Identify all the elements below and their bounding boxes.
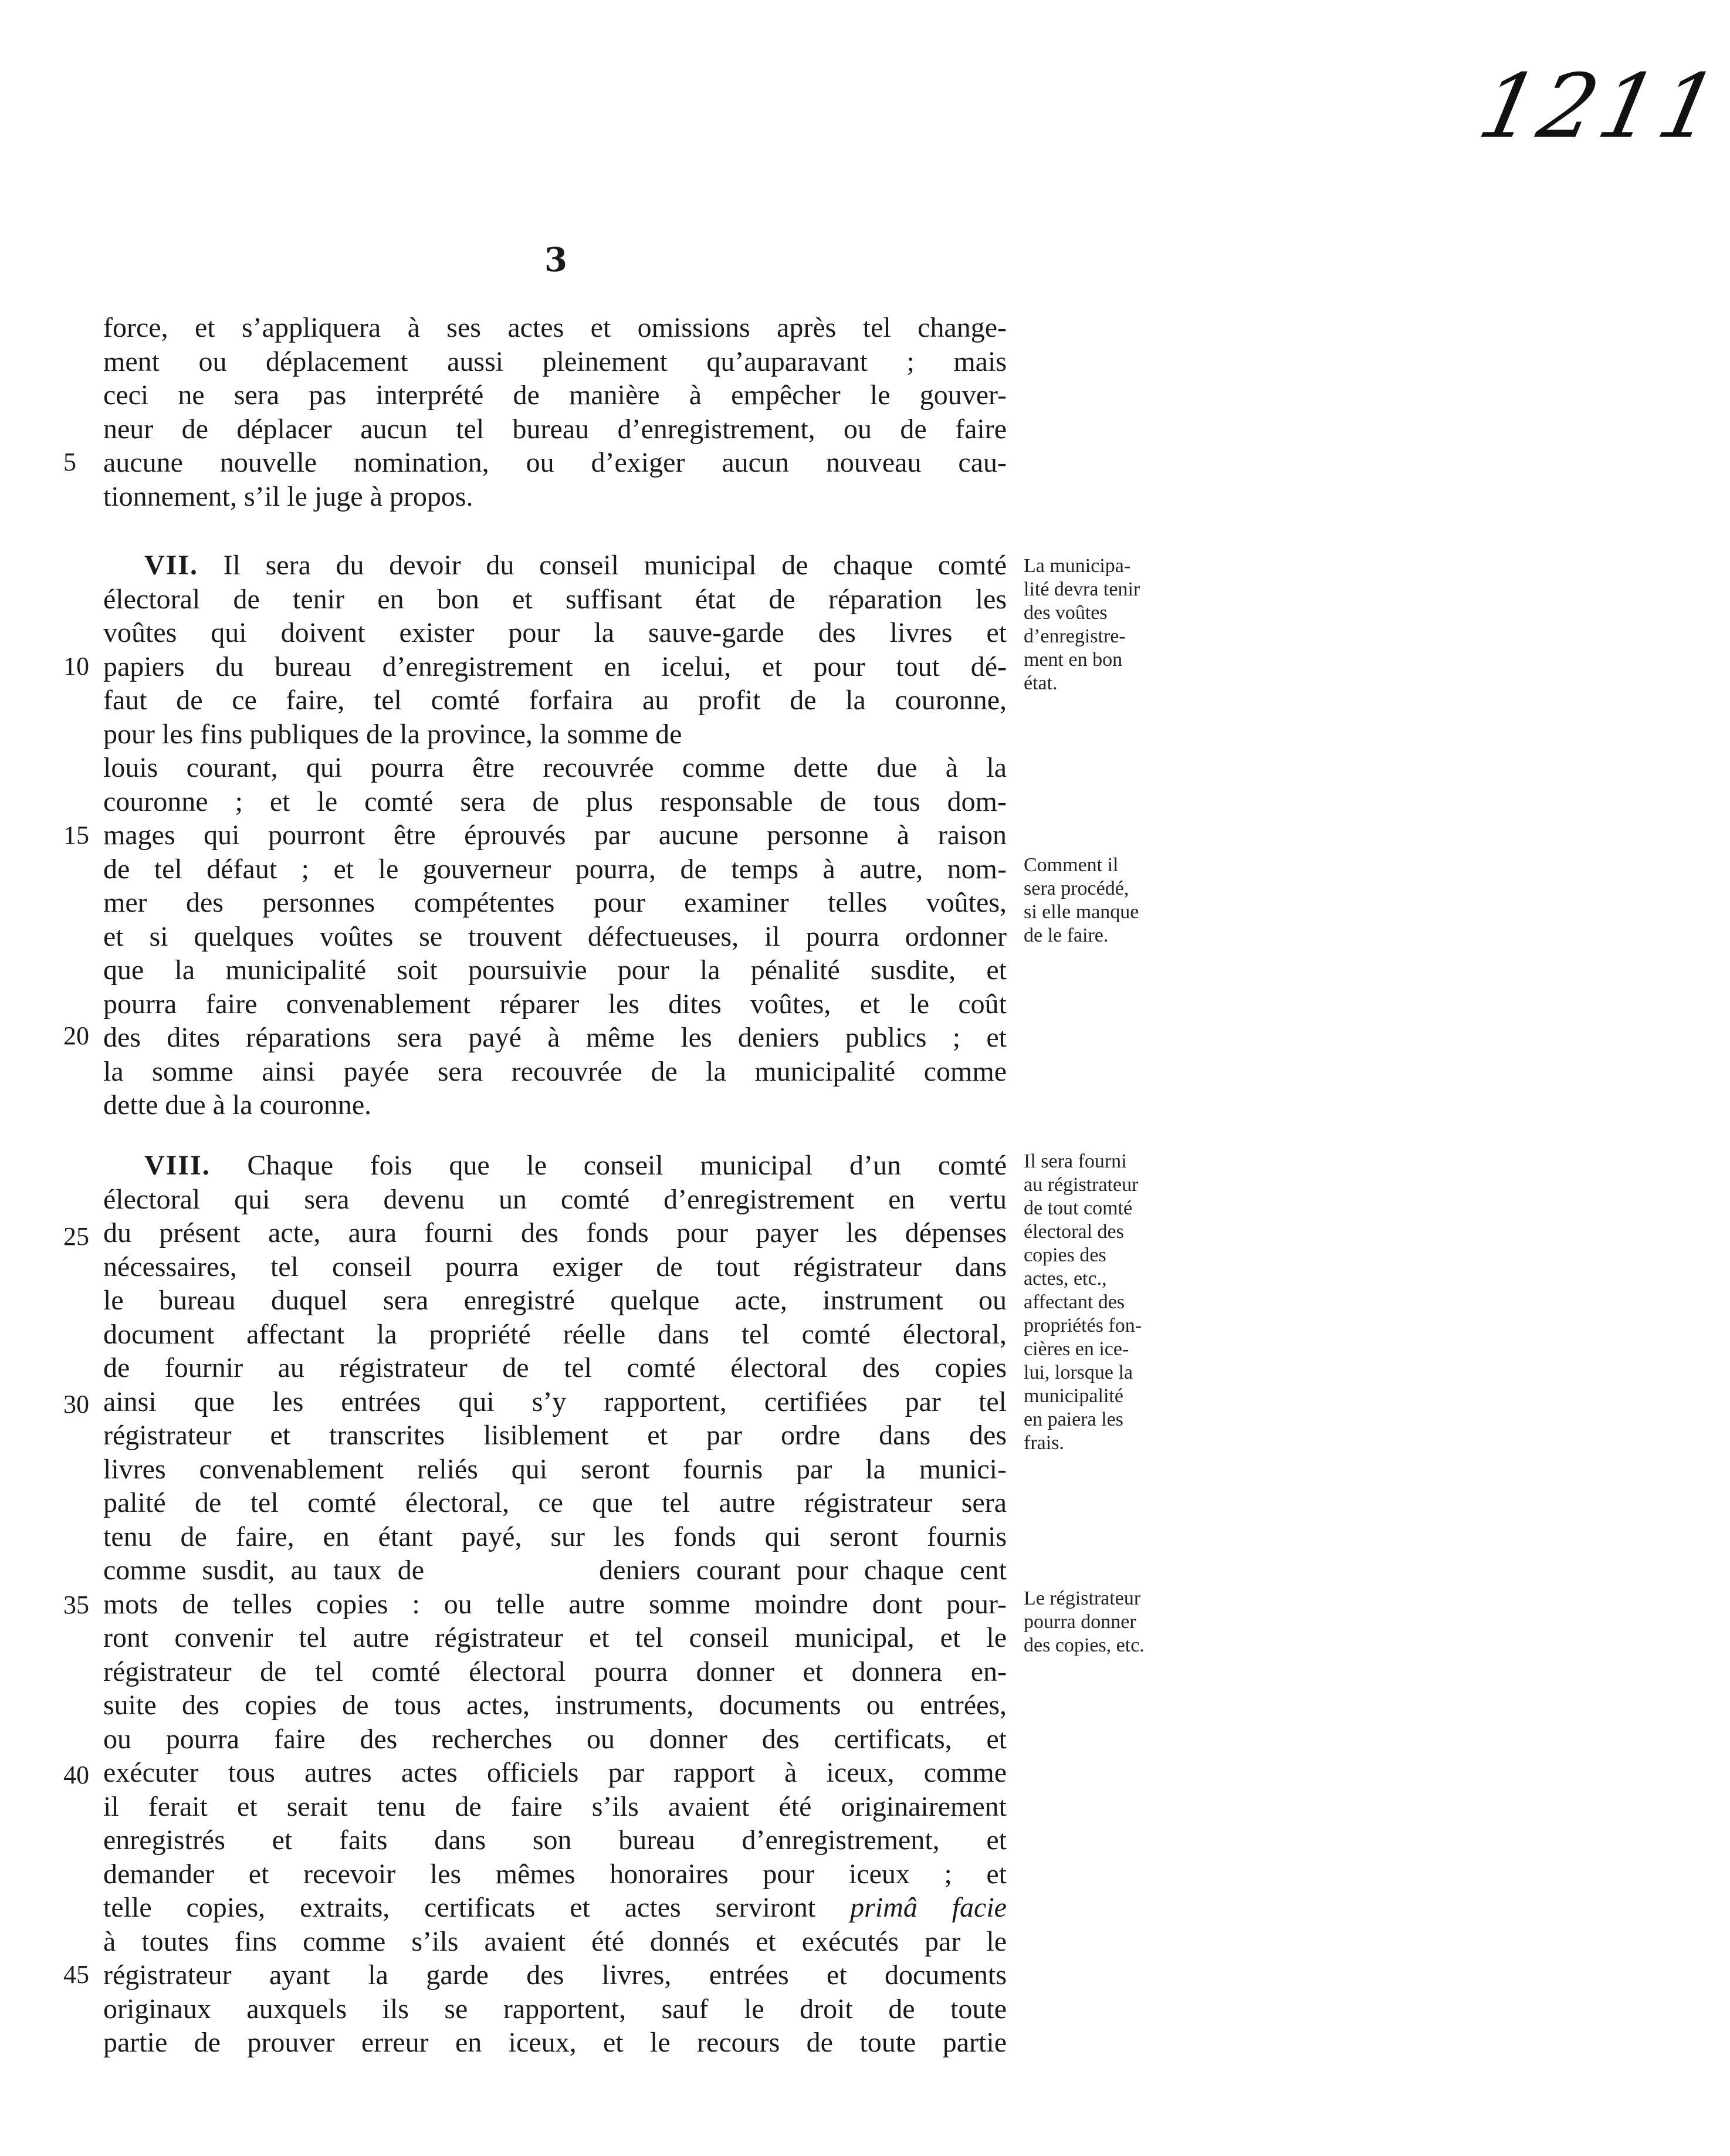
margin-note-line: Le régistrateur [1024,1588,1141,1609]
margin-note-line: si elle manque [1024,901,1139,923]
text-line: papiers du bureau d’enregistrement en icelui, et pour tout dé- [103,651,1007,682]
section-first-line [103,549,1007,583]
margin-note-line: Comment il [1024,854,1119,876]
text-line: et si quelques voûtes se trouvent défectueuses, il pourra ordonner [103,920,1007,952]
margin-note-line: affectant des [1024,1291,1125,1313]
text-line: enregistrés et faits dans son bureau d’enregistrement, et [103,1825,1007,1856]
text-line: de tel défaut ; et le gouverneur pourra, de temps à autre, nom- [103,853,1007,885]
margin-note-line: électoral des [1024,1221,1124,1243]
text-line: louis courant, qui pourra être recouvrée comme dette due à la [103,752,1007,783]
text-line: électoral qui sera devenu un comté d’enregistrement en vertu [103,1183,1007,1215]
text-line: que la municipalité soit poursuivie pour la pénalité susdite, et [103,955,1007,986]
line-number: 45 [63,1960,89,1989]
text-line: ainsi que les entrées qui s’y rapportent, certifiées par tel [103,1386,1007,1417]
margin-note-line: d’enregistre- [1024,625,1126,647]
line-number: 20 [63,1021,89,1050]
text-line: suite des copies de tous actes, instruments, documents ou entrées, [103,1690,1007,1721]
text-line: demander et recevoir les mêmes honoraires pour iceux ; et [103,1858,1007,1890]
margin-note-vaults [1024,554,1200,695]
paragraph-continuation [103,311,1007,513]
text-line: comme susdit, au taux de deniers courant pour chaque cent [103,1555,1007,1586]
text-line: mages qui pourront être éprouvés par aucune personne à raison [103,820,1007,851]
line-number: 30 [63,1390,89,1419]
text-line: la somme ainsi payée sera recouvrée de la municipalité comme [103,1055,1007,1087]
section-first-line [103,1149,1007,1183]
margin-note-copies-furnished [1024,1150,1200,1455]
text-line: partie de prouver erreur en iceux, et le recours de toute partie [103,2027,1007,2058]
margin-note-line: propriétés fon- [1024,1315,1142,1336]
text-line: tionnement, s’il le juge à propos. [103,480,473,512]
text-line: pourra faire convenablement réparer les dites voûtes, et le coût [103,988,1007,1020]
section-heading: VIII. [144,1150,211,1181]
text-line: document affectant la propriété réelle dans tel comté électoral, [103,1318,1007,1350]
text-line: aucune nouvelle nomination, ou d’exiger aucun nouveau cau- [103,447,1007,478]
page-number: 3 [544,241,567,279]
text-line: mer des personnes compétentes pour examiner telles voûtes, [103,887,1007,918]
section-viii [103,1149,1007,2060]
text-line: du présent acte, aura fourni des fonds pour payer les dépenses [103,1217,1007,1248]
text-line: pour les fins publiques de la province, la somme de [103,718,682,750]
section-heading: VII. [144,550,199,581]
text-line: le bureau duquel sera enregistré quelque acte, instrument ou [103,1285,1007,1316]
text-line: voûtes qui doivent exister pour la sauve-garde des livres et [103,617,1007,648]
text-line: neur de déplacer aucun tel bureau d’enregistrement, ou de faire [103,413,1007,445]
text-line: dette due à la couronne. [103,1089,372,1121]
text-line: à toutes fins comme s’ils avaient été donnés et exécutés par le [103,1925,1007,1957]
margin-note-line: actes, etc., [1024,1268,1107,1289]
margin-note-line: sera procédé, [1024,878,1129,899]
margin-note-line: copies des [1024,1244,1106,1266]
text-line-with-italic [103,1891,1007,1925]
margin-note-line: municipalité [1024,1385,1123,1407]
text-line: originaux auxquels ils se rapportent, sauf le droit de toute [103,1993,1007,2025]
text-line: il ferait et serait tenu de faire s’ils avaient été originairement [103,1791,1007,1822]
margin-note-line: pourra donner [1024,1611,1136,1633]
text-line: ront convenir tel autre régistrateur et tel conseil municipal, et le [103,1622,1007,1653]
text-line: électoral de tenir en bon et suffisant état de réparation les [103,583,1007,615]
margin-note-line: Il sera fourni [1024,1150,1127,1172]
margin-note-line: au régistrateur [1024,1174,1139,1196]
line-number: 15 [63,821,89,849]
italic-phrase: primâ facie [850,1892,1007,1923]
line-number: 40 [63,1761,89,1789]
handwritten-page-number: 1211 [1470,56,1730,158]
margin-note-line: ment en bon [1024,649,1123,671]
text-fragment: telle copies, extraits, certificats et actes serviront [103,1892,816,1923]
text-line: de fournir au régistrateur de tel comté électoral des copies [103,1352,1007,1383]
text-line: régistrateur de tel comté électoral pourra donner et donnera en- [103,1656,1007,1687]
text-line: tenu de faire, en étant payé, sur les fonds qui seront fournis [103,1521,1007,1552]
text-line: livres convenablement reliés qui seront fournis par la munici- [103,1453,1007,1485]
margin-note-line: des voûtes [1024,602,1108,624]
margin-note-line: La municipa- [1024,555,1131,577]
text-line: mots de telles copies : ou telle autre somme moindre dont pour- [103,1588,1007,1620]
text-line: faut de ce faire, tel comté forfaira au profit de la couronne, [103,685,1007,716]
margin-note-line: lité devra tenir [1024,578,1140,600]
line-number: 10 [63,652,89,681]
margin-note-line: de tout comté [1024,1197,1133,1219]
text-line: régistrateur et transcrites lisiblement et par ordre dans des [103,1420,1007,1451]
margin-note-line: frais. [1024,1432,1064,1454]
margin-note-procedure [1024,854,1200,947]
margin-note-line: lui, lorsque la [1024,1362,1133,1383]
margin-note-line: état. [1024,672,1058,694]
text-line: palité de tel comté électoral, ce que tel autre régistrateur sera [103,1487,1007,1518]
text-line: force, et s’appliquera à ses actes et omissions après tel change- [103,312,1007,343]
line-number: 25 [63,1222,89,1251]
text-line: ment ou déplacement aussi pleinement qu’auparavant ; mais [103,346,1007,377]
margin-note-line: en paiera les [1024,1409,1123,1430]
section-vii [103,549,1007,1122]
text-fragment: Il sera du devoir du conseil municipal de chaque comté [223,550,1007,581]
margin-note-registrar-copies [1024,1587,1200,1657]
text-fragment: Chaque fois que le conseil municipal d’un comté [247,1150,1007,1181]
text-line: couronne ; et le comté sera de plus responsable de tous dom- [103,786,1007,817]
line-number: 5 [63,448,76,476]
text-line: ou pourra faire des recherches ou donner des certificats, et [103,1723,1007,1755]
text-line: exécuter tous autres actes officiels par rapport à iceux, comme [103,1757,1007,1788]
text-line: nécessaires, tel conseil pourra exiger de tout régistrateur dans [103,1251,1007,1282]
margin-note-line: des copies, etc. [1024,1634,1145,1656]
text-line: régistrateur ayant la garde des livres, entrées et documents [103,1959,1007,1991]
margin-note-line: de le faire. [1024,925,1109,946]
text-line: des dites réparations sera payé à même les deniers publics ; et [103,1022,1007,1053]
line-number: 35 [63,1590,89,1619]
margin-note-line: cières en ice- [1024,1338,1129,1360]
text-line: ceci ne sera pas interprété de manière à empêcher le gouver- [103,380,1007,411]
